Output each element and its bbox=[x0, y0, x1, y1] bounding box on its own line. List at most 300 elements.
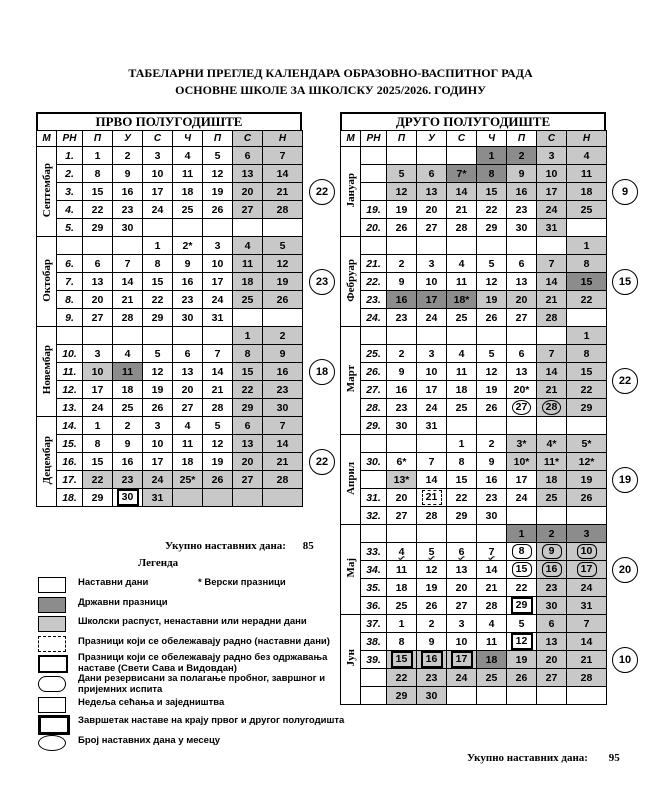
day-cell: 27 bbox=[173, 399, 203, 417]
day-cell: 13 bbox=[233, 165, 263, 183]
day-cell bbox=[537, 507, 567, 525]
day-cell: 21 bbox=[263, 453, 303, 471]
day-cell: 7 bbox=[203, 345, 233, 363]
day-cell: 17 bbox=[143, 183, 173, 201]
day-cell: 20 bbox=[447, 579, 477, 597]
day-cell bbox=[83, 327, 113, 345]
day-cell: 12* bbox=[567, 453, 607, 471]
day-cell: 22 bbox=[143, 291, 173, 309]
day-cell: 19 bbox=[507, 651, 537, 669]
month-name: Децембар bbox=[40, 435, 53, 485]
week-row bbox=[37, 147, 303, 165]
day-cell: 26 bbox=[477, 399, 507, 417]
day-cell bbox=[417, 489, 447, 507]
week-number: 24. bbox=[361, 309, 387, 327]
day-cell bbox=[417, 327, 447, 345]
day-cell: 15 bbox=[447, 471, 477, 489]
column-header: РН bbox=[57, 131, 83, 147]
day-cell: 10* bbox=[507, 453, 537, 471]
day-cell: 3 bbox=[143, 417, 173, 435]
column-header: Н bbox=[263, 131, 303, 147]
day-cell: 10 bbox=[203, 255, 233, 273]
week-row bbox=[341, 381, 607, 399]
legend-label: Завршетак наставе на крају првог и другог полугодишта bbox=[78, 715, 345, 726]
day-cell: 4* bbox=[537, 435, 567, 453]
month-name: Април bbox=[344, 461, 357, 495]
month-name-cell bbox=[341, 147, 361, 237]
day-cell: 19 bbox=[567, 471, 607, 489]
week-number: 17. bbox=[57, 471, 83, 489]
day-cell: 22 bbox=[567, 381, 607, 399]
week-number: 18. bbox=[57, 489, 83, 507]
month-name: Март bbox=[344, 365, 357, 393]
day-cell: 14 bbox=[417, 471, 447, 489]
day-cell bbox=[537, 543, 567, 561]
day-cell: 13* bbox=[387, 471, 417, 489]
day-cell: 15 bbox=[477, 183, 507, 201]
day-cell bbox=[173, 489, 203, 507]
day-cell: 29 bbox=[567, 399, 607, 417]
day-cell: 28 bbox=[113, 309, 143, 327]
column-header: У bbox=[417, 131, 447, 147]
day-cell bbox=[233, 489, 263, 507]
day-cell: 12 bbox=[477, 363, 507, 381]
month-name: Фебруар bbox=[344, 258, 357, 302]
day-cell bbox=[477, 543, 507, 561]
month-name-cell bbox=[341, 525, 361, 615]
column-header: С bbox=[143, 131, 173, 147]
day-cell: 29 bbox=[233, 399, 263, 417]
day-cell: 2 bbox=[477, 435, 507, 453]
week-number: 16. bbox=[57, 453, 83, 471]
day-cell: 7 bbox=[263, 147, 303, 165]
day-cell: 12 bbox=[417, 561, 447, 579]
day-cell: 14 bbox=[203, 363, 233, 381]
day-cell: 10 bbox=[417, 273, 447, 291]
day-cell: 10 bbox=[537, 165, 567, 183]
day-cell: 15 bbox=[143, 273, 173, 291]
month-name-cell bbox=[37, 147, 57, 237]
week-number: 27. bbox=[361, 381, 387, 399]
day-cell: 30 bbox=[387, 417, 417, 435]
day-cell: 13 bbox=[83, 273, 113, 291]
day-cell bbox=[507, 597, 537, 615]
day-cell bbox=[567, 561, 607, 579]
day-cell: 23 bbox=[417, 669, 447, 687]
day-cell: 2 bbox=[537, 525, 567, 543]
day-cell: 12 bbox=[387, 183, 417, 201]
day-marker: 8 bbox=[512, 544, 532, 559]
column-header: Ч bbox=[173, 131, 203, 147]
month-name: Новембар bbox=[40, 345, 53, 395]
day-cell: 28 bbox=[447, 219, 477, 237]
day-cell: 19 bbox=[417, 579, 447, 597]
day-cell: 22 bbox=[507, 579, 537, 597]
week-row bbox=[341, 147, 607, 165]
week-row bbox=[37, 237, 303, 255]
week-number: 30. bbox=[361, 453, 387, 471]
legend-label: Школски распуст, ненаставни или нерадни дани bbox=[78, 616, 307, 627]
day-marker: 28 bbox=[542, 400, 562, 415]
day-cell: 4 bbox=[173, 417, 203, 435]
day-cell: 10 bbox=[143, 435, 173, 453]
column-header: С bbox=[447, 131, 477, 147]
day-cell: 18 bbox=[567, 183, 607, 201]
day-cell: 19 bbox=[477, 381, 507, 399]
day-cell: 30 bbox=[477, 507, 507, 525]
day-cell: 9 bbox=[507, 165, 537, 183]
day-cell: 24 bbox=[83, 399, 113, 417]
week-row bbox=[341, 669, 607, 687]
legend-symbol-icon bbox=[38, 636, 66, 652]
day-cell: 3 bbox=[417, 345, 447, 363]
monthly-count-circle: 18 bbox=[309, 359, 335, 385]
day-cell: 3 bbox=[203, 237, 233, 255]
legend-label: Дани резервисани за полагање пробног, завршног и пријемних испита bbox=[78, 673, 326, 695]
day-cell: 6 bbox=[507, 345, 537, 363]
day-cell bbox=[537, 687, 567, 705]
week-row bbox=[341, 543, 607, 561]
day-cell: 28 bbox=[263, 201, 303, 219]
day-cell: 8 bbox=[567, 345, 607, 363]
day-cell: 10 bbox=[417, 363, 447, 381]
month-name-cell bbox=[341, 435, 361, 525]
day-cell: 6 bbox=[233, 147, 263, 165]
day-cell: 11 bbox=[567, 165, 607, 183]
day-cell: 6 bbox=[537, 615, 567, 633]
week-number: 33. bbox=[361, 543, 387, 561]
day-cell: 22 bbox=[233, 381, 263, 399]
day-cell: 3 bbox=[447, 615, 477, 633]
day-cell: 24 bbox=[417, 399, 447, 417]
week-row bbox=[341, 687, 607, 705]
week-number: 32. bbox=[361, 507, 387, 525]
day-cell bbox=[537, 237, 567, 255]
day-cell: 16 bbox=[387, 291, 417, 309]
day-cell: 25* bbox=[173, 471, 203, 489]
week-number bbox=[361, 435, 387, 453]
day-cell: 12 bbox=[203, 435, 233, 453]
day-cell: 31 bbox=[537, 219, 567, 237]
week-number: 19. bbox=[361, 201, 387, 219]
day-cell: 20 bbox=[417, 201, 447, 219]
day-cell: 26 bbox=[417, 597, 447, 615]
week-row bbox=[341, 633, 607, 651]
day-cell: 24 bbox=[143, 471, 173, 489]
day-cell bbox=[417, 651, 447, 669]
day-cell: 23 bbox=[507, 201, 537, 219]
day-cell: 27 bbox=[537, 669, 567, 687]
day-cell: 9 bbox=[263, 345, 303, 363]
day-cell: 11 bbox=[447, 273, 477, 291]
week-number: 34. bbox=[361, 561, 387, 579]
day-cell: 2 bbox=[387, 345, 417, 363]
day-cell: 9 bbox=[477, 453, 507, 471]
day-cell: 5 bbox=[203, 417, 233, 435]
day-cell: 12 bbox=[477, 273, 507, 291]
day-cell: 28 bbox=[567, 669, 607, 687]
day-cell: 18 bbox=[113, 381, 143, 399]
day-cell: 27 bbox=[83, 309, 113, 327]
day-cell: 17 bbox=[203, 273, 233, 291]
day-cell: 5* bbox=[567, 435, 607, 453]
day-cell bbox=[567, 417, 607, 435]
week-row bbox=[37, 381, 303, 399]
legend-symbol-icon bbox=[38, 577, 66, 593]
day-cell bbox=[233, 219, 263, 237]
column-header: М bbox=[37, 131, 57, 147]
page-title-line2: ОСНОВНЕ ШКОЛЕ ЗА ШКОЛСКУ 2025/2026. ГОДИНУ bbox=[175, 83, 486, 97]
day-cell: 26 bbox=[507, 669, 537, 687]
week-row bbox=[37, 435, 303, 453]
day-cell: 17 bbox=[417, 291, 447, 309]
first-semester-title: ПРВО ПОЛУГОДИШТЕ bbox=[36, 112, 302, 130]
column-header: Н bbox=[567, 131, 607, 147]
week-row bbox=[37, 453, 303, 471]
day-cell: 1 bbox=[567, 327, 607, 345]
monthly-count-circle: 15 bbox=[612, 269, 638, 295]
day-cell bbox=[507, 507, 537, 525]
day-marker: 29 bbox=[511, 597, 533, 614]
week-row bbox=[37, 219, 303, 237]
second-total-value: 95 bbox=[608, 752, 620, 764]
day-cell: 7* bbox=[447, 165, 477, 183]
second-total-label: Укупно наставних дана: bbox=[467, 752, 588, 764]
day-cell bbox=[203, 489, 233, 507]
day-cell: 15 bbox=[233, 363, 263, 381]
day-cell: 22 bbox=[83, 201, 113, 219]
day-cell: 8 bbox=[447, 453, 477, 471]
day-cell: 18 bbox=[537, 471, 567, 489]
week-row bbox=[37, 399, 303, 417]
day-cell: 28 bbox=[537, 309, 567, 327]
day-cell bbox=[387, 543, 417, 561]
day-cell: 29 bbox=[477, 219, 507, 237]
day-cell: 1 bbox=[477, 147, 507, 165]
second-semester-table bbox=[340, 130, 607, 705]
day-cell: 22 bbox=[567, 291, 607, 309]
week-number: 20. bbox=[361, 219, 387, 237]
week-row bbox=[341, 525, 607, 543]
week-number: 2. bbox=[57, 165, 83, 183]
first-total-value: 85 bbox=[302, 540, 314, 552]
column-header: С bbox=[233, 131, 263, 147]
week-number: 6. bbox=[57, 255, 83, 273]
column-header: П bbox=[387, 131, 417, 147]
legend-label: Празници који се обележавају радно (наставни дани) bbox=[78, 636, 330, 647]
day-cell: 3* bbox=[507, 435, 537, 453]
week-row bbox=[341, 507, 607, 525]
day-cell: 13 bbox=[447, 561, 477, 579]
week-row bbox=[341, 597, 607, 615]
day-cell: 2* bbox=[173, 237, 203, 255]
page-title-line1: ТАБЕЛАРНИ ПРЕГЛЕД КАЛЕНДАРА ОБРАЗОВНО-ВАСПИТНОГ РАДА bbox=[128, 66, 533, 80]
day-cell: 26 bbox=[203, 471, 233, 489]
day-cell: 29 bbox=[387, 687, 417, 705]
day-cell: 13 bbox=[537, 633, 567, 651]
day-cell: 22 bbox=[387, 669, 417, 687]
legend-label: Недеља сећања и заједништва bbox=[78, 697, 225, 708]
monthly-count-circle: 19 bbox=[612, 467, 638, 493]
day-marker: 30 bbox=[117, 489, 139, 506]
day-cell: 21 bbox=[537, 291, 567, 309]
legend-symbol-icon bbox=[38, 735, 66, 751]
day-cell bbox=[233, 309, 263, 327]
day-cell: 20* bbox=[507, 381, 537, 399]
day-cell: 31 bbox=[417, 417, 447, 435]
week-number bbox=[361, 327, 387, 345]
day-cell bbox=[507, 417, 537, 435]
day-cell bbox=[113, 489, 143, 507]
day-cell: 9 bbox=[173, 255, 203, 273]
day-cell bbox=[567, 507, 607, 525]
day-cell: 2 bbox=[417, 615, 447, 633]
day-cell: 23 bbox=[263, 381, 303, 399]
day-cell: 27 bbox=[387, 507, 417, 525]
day-cell: 18 bbox=[173, 453, 203, 471]
day-cell bbox=[507, 237, 537, 255]
day-cell: 3 bbox=[537, 147, 567, 165]
day-cell: 16 bbox=[113, 183, 143, 201]
day-cell: 18 bbox=[387, 579, 417, 597]
day-cell bbox=[387, 327, 417, 345]
day-cell: 21 bbox=[113, 291, 143, 309]
day-cell bbox=[447, 237, 477, 255]
day-cell: 11 bbox=[173, 165, 203, 183]
day-cell: 17 bbox=[537, 183, 567, 201]
week-row bbox=[341, 435, 607, 453]
day-cell: 9 bbox=[417, 633, 447, 651]
week-row bbox=[341, 273, 607, 291]
day-cell: 27 bbox=[417, 219, 447, 237]
day-cell: 1 bbox=[507, 525, 537, 543]
week-number: 9. bbox=[57, 309, 83, 327]
day-cell bbox=[173, 327, 203, 345]
day-cell bbox=[203, 219, 233, 237]
day-marker: 12 bbox=[511, 633, 533, 650]
week-number: 39. bbox=[361, 651, 387, 669]
week-number: 15. bbox=[57, 435, 83, 453]
day-cell bbox=[417, 147, 447, 165]
day-cell bbox=[387, 435, 417, 453]
day-cell: 5 bbox=[477, 255, 507, 273]
day-cell bbox=[447, 651, 477, 669]
monthly-count-circle: 20 bbox=[612, 557, 638, 583]
day-cell: 16 bbox=[387, 381, 417, 399]
day-cell: 9 bbox=[113, 435, 143, 453]
legend-symbol-icon bbox=[38, 655, 68, 673]
week-number: 13. bbox=[57, 399, 83, 417]
second-semester bbox=[340, 112, 606, 705]
day-cell: 25 bbox=[173, 201, 203, 219]
month-name-cell bbox=[341, 327, 361, 435]
legend-label: Празници који се обележавају радно без одржавања наставе (Свети Сава и Видовдан) bbox=[78, 652, 328, 674]
week-number: 28. bbox=[361, 399, 387, 417]
day-cell: 14 bbox=[537, 363, 567, 381]
day-cell: 6 bbox=[83, 255, 113, 273]
week-number: 10. bbox=[57, 345, 83, 363]
week-row bbox=[341, 309, 607, 327]
week-number bbox=[361, 147, 387, 165]
day-cell: 15 bbox=[567, 363, 607, 381]
week-row bbox=[341, 579, 607, 597]
day-cell: 27 bbox=[507, 309, 537, 327]
week-row bbox=[37, 327, 303, 345]
second-total bbox=[467, 752, 620, 764]
day-cell bbox=[477, 687, 507, 705]
day-cell: 9 bbox=[113, 165, 143, 183]
week-number: 37. bbox=[361, 615, 387, 633]
day-cell: 1 bbox=[83, 417, 113, 435]
day-cell: 26 bbox=[387, 219, 417, 237]
monthly-count-circle: 22 bbox=[309, 179, 335, 205]
day-cell: 12 bbox=[143, 363, 173, 381]
day-cell: 6 bbox=[233, 417, 263, 435]
day-cell: 24 bbox=[417, 309, 447, 327]
day-cell: 14 bbox=[447, 183, 477, 201]
day-cell: 19 bbox=[143, 381, 173, 399]
week-row bbox=[37, 255, 303, 273]
week-row bbox=[341, 561, 607, 579]
day-cell: 25 bbox=[113, 399, 143, 417]
day-cell: 1 bbox=[447, 435, 477, 453]
day-cell bbox=[507, 543, 537, 561]
day-cell: 22 bbox=[447, 489, 477, 507]
week-number: 26. bbox=[361, 363, 387, 381]
day-cell bbox=[263, 219, 303, 237]
day-cell: 26 bbox=[143, 399, 173, 417]
month-name: Јануар bbox=[344, 172, 357, 208]
first-semester bbox=[36, 112, 302, 507]
day-cell bbox=[387, 237, 417, 255]
day-cell bbox=[173, 219, 203, 237]
week-number: 35. bbox=[361, 579, 387, 597]
day-cell: 26 bbox=[477, 309, 507, 327]
week-row bbox=[37, 183, 303, 201]
day-cell: 17 bbox=[417, 381, 447, 399]
week-row bbox=[37, 291, 303, 309]
day-cell: 22 bbox=[477, 201, 507, 219]
day-cell: 23 bbox=[387, 399, 417, 417]
day-cell: 6 bbox=[507, 255, 537, 273]
day-cell: 6 bbox=[417, 165, 447, 183]
day-marker: 15 bbox=[512, 562, 532, 577]
day-marker: 5 bbox=[428, 545, 435, 558]
day-cell: 3 bbox=[417, 255, 447, 273]
day-cell: 16 bbox=[173, 273, 203, 291]
monthly-count-circle: 22 bbox=[612, 368, 638, 394]
month-name: Мај bbox=[344, 558, 357, 578]
day-cell: 23 bbox=[387, 309, 417, 327]
day-cell: 9 bbox=[387, 273, 417, 291]
day-cell: 4 bbox=[567, 147, 607, 165]
day-cell: 8 bbox=[83, 435, 113, 453]
day-cell: 11 bbox=[173, 435, 203, 453]
day-cell: 29 bbox=[143, 309, 173, 327]
day-cell bbox=[477, 525, 507, 543]
day-cell: 21 bbox=[477, 579, 507, 597]
day-cell: 8 bbox=[83, 165, 113, 183]
day-cell bbox=[447, 525, 477, 543]
day-cell: 14 bbox=[263, 165, 303, 183]
day-cell: 5 bbox=[143, 345, 173, 363]
day-cell: 24 bbox=[447, 669, 477, 687]
day-cell bbox=[507, 399, 537, 417]
day-cell: 10 bbox=[143, 165, 173, 183]
day-cell bbox=[447, 327, 477, 345]
week-row bbox=[37, 201, 303, 219]
day-marker: 17 bbox=[577, 562, 597, 577]
